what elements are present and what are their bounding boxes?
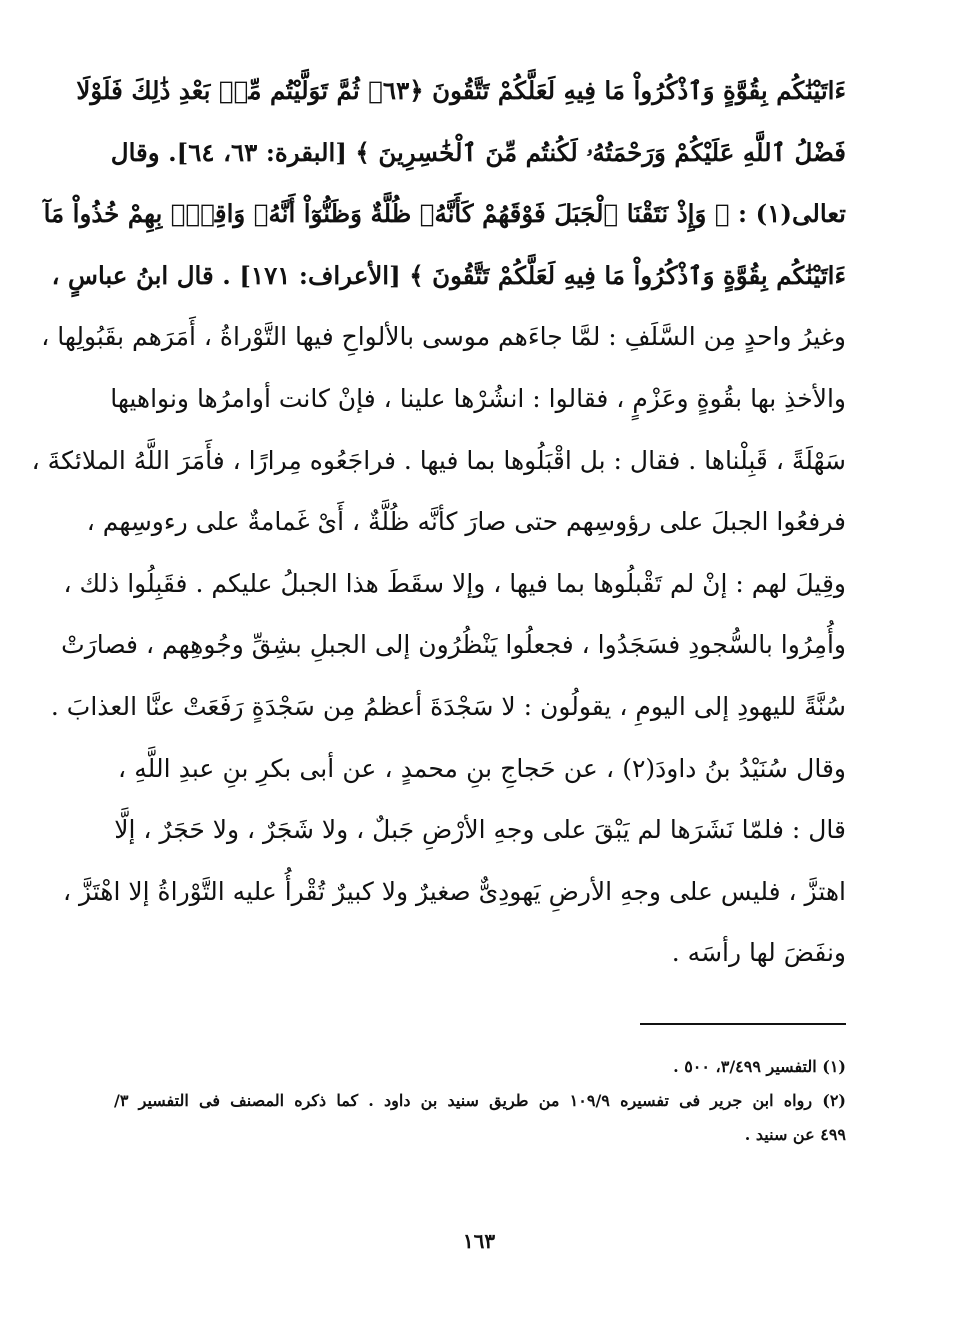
- footnote-2-line-1: (٢) رواه ابن جرير فى تفسيره ١٠٩/٩ من طريق سنيد بن داود . كما ذكره المصنف فى التفسير ٣/: [114, 1091, 846, 1110]
- text-line-15: ونفَضَ لها رأسَه .: [671, 938, 846, 968]
- text-line-13: قال : فلمّا نَشَرَها لم يَبْقَ على وجهِ الأرْضِ جَبلٌ ، ولا شَجَرٌ ، ولا حَجَرٌ ، إلَّا: [114, 815, 846, 845]
- main-text: [31, 60, 846, 984]
- footnotes: [114, 1050, 846, 1152]
- text-line-14: اهتزَّ ، فليس على وجهِ الأرضِ يَهودِىٌّ صغيرٌ ولا كبيرٌ تُقْرأُ عليه التَّوْراةُ إلا اهْتَزَّ ،: [62, 876, 846, 906]
- text-line-6: والأخذِ بها بقُوةٍ وعَزْمٍ ، فقالوا : انشُرْها علينا ، فإنْ كانت أوامرُها ونواهيها: [110, 383, 846, 413]
- text-line-1: ءَاتَيْنَٰكُم بِقُوَّةٍ وَٱذْكُرُواْ مَا فِيهِ لَعَلَّكُمْ تَتَّقُونَ ﴿٦٣﴾ ثُمَّ تَوَلَّيْتُم مِّنۢ بَعْدِ ذَٰلِكَ فَلَوْلَا: [76, 76, 846, 105]
- text-line-8: فرفعُوا الجبلَ على رؤوسِهم حتى صارَ كأنَّه ظُلَّةٌ ، أَىْ غَمامةٌ على رءوسِهم ،: [86, 507, 846, 537]
- footnote-2-line-2: ٤٩٩ عن سنيد .: [744, 1125, 846, 1144]
- text-line-3: تعالى(١) : ﴿ وَإِذْ نَتَقْنَا ٱلْجَبَلَ فَوْقَهُمْ كَأَنَّهُۥ ظُلَّةٌ وَظَنُّوٓاْ أَنَّهُۥ وَاقِعٌۢ بِهِمْ خُذُواْ مَآ: [43, 199, 846, 229]
- text-line-4: ءَاتَيْنَٰكُم بِقُوَّةٍ وَٱذْكُرُواْ مَا فِيهِ لَعَلَّكُمْ تَتَّقُونَ ﴾ [الأعراف: ١٧١] . قال ابنُ عباسٍ ،: [51, 260, 846, 290]
- text-line-9: وقِيلَ لهم : إنْ لم تَقْبلُوها بما فيها ، وإلا سقَطَ هذا الجبلُ عليكم . فقَبِلُوا ذلك ،: [63, 568, 846, 598]
- text-line-7: سَهْلَةً ، قَبِلْناها . فقال : بل اقْبَلُوها بما فيها . فراجَعُوه مِرارًا ، فأَمَرَ اللَّهُ الملائكةَ ،: [31, 445, 846, 475]
- text-line-10: وأُمِرُوا بالسُّجودِ فسَجَدُوا ، فجعلُوا يَنْظُرُون إلى الجبلِ بشِقِّ وجُوهِهم ، فصارَتْ: [61, 630, 846, 660]
- text-line-2: فَضْلُ ٱللَّهِ عَلَيْكُمْ وَرَحْمَتُهُۥ لَكُنتُم مِّنَ ٱلْخَٰسِرِينَ ﴾ [البقرة: ٦٣، ٦٤]. وقال: [110, 137, 846, 167]
- footnote-1: (١) التفسير ٣/٤٩٩، ٥٠٠ .: [673, 1057, 846, 1076]
- text-line-12: وقال سُنَيْدُ بنُ داودَ(٢) ، عن حَجاجِ بنِ محمدٍ ، عن أبى بكرِ بنِ عبدِ اللَّهِ ،: [118, 753, 846, 783]
- text-line-5: وغيرُ واحدٍ مِن السَّلَفِ : لمَّا جاءَهم موسى بالألواحِ فيها التَّوْراةُ ، أَمَرَهم بقَبُولِها ،: [41, 322, 846, 352]
- footnote-separator: [640, 1023, 846, 1025]
- text-line-11: سُنَّةً لليهودِ إلى اليومِ ، يقولُون : لا سَجْدَةَ أعظمُ مِن سَجْدَةٍ رَفَعَتْ عنَّا العذابَ .: [50, 691, 846, 721]
- page-number: ١٦٣: [462, 1229, 496, 1253]
